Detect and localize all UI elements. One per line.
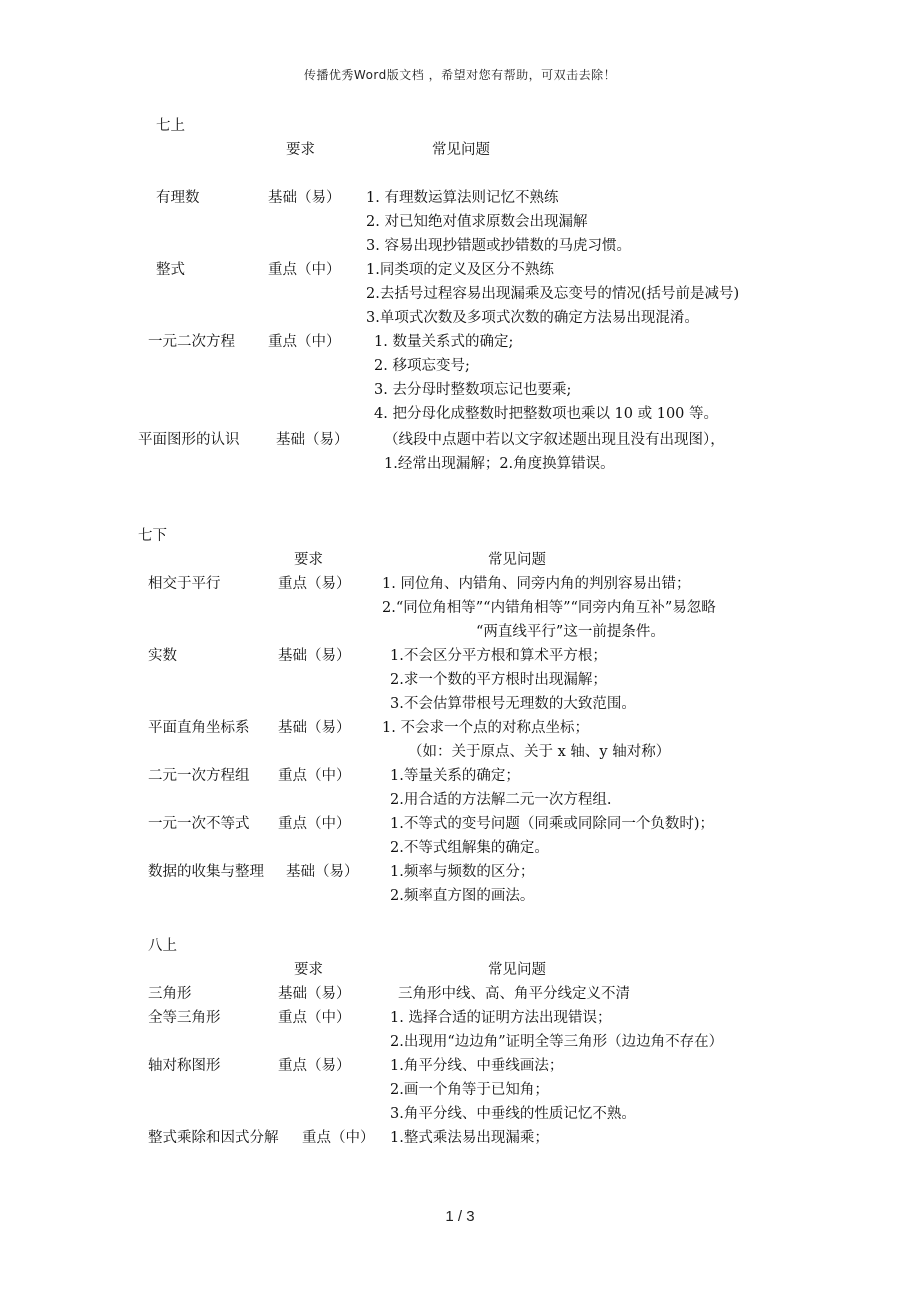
issue-line: （线段中点题中若以文字叙述题出现且没有出现图）， — [384, 432, 725, 448]
topic-label: 全等三角形 — [148, 1010, 221, 1026]
topic-label: 整式 — [156, 262, 185, 278]
issue-line: 三角形中线、高、角平分线定义不清 — [398, 986, 630, 1002]
page-number: 1 / 3 — [445, 1208, 475, 1225]
level-label: 重点（中） — [302, 1130, 375, 1146]
issue-line: 1.角平分线、中垂线画法； — [390, 1058, 564, 1074]
topic-label: 数据的收集与整理 — [148, 864, 264, 880]
issue-line: 2.不等式组解集的确定。 — [390, 840, 549, 856]
issue-line: 3.不会估算带根号无理数的大致范围。 — [390, 696, 636, 712]
topic-label: 一元二次方程 — [148, 334, 235, 350]
issue-line: 2.频率直方图的画法。 — [390, 888, 535, 904]
issue-line: 1.经常出现漏解；2.角度换算错误。 — [384, 456, 615, 472]
topic-label: 平面图形的认识 — [138, 432, 240, 448]
level-label: 重点（中） — [268, 334, 341, 350]
column-header-requirement: 要求 — [294, 962, 323, 978]
issue-line: 3.角平分线、中垂线的性质记忆不熟。 — [390, 1106, 636, 1122]
issue-line: 1.等量关系的确定； — [390, 768, 520, 784]
issue-line: 2.“同位角相等”“内错角相等”“同旁内角互补”易忽略 — [382, 600, 716, 616]
issue-line: 2.画一个角等于已知角； — [390, 1082, 549, 1098]
topic-label: 三角形 — [148, 986, 192, 1002]
section-title: 七下 — [138, 528, 167, 544]
issue-line: 3.单项式次数及多项式次数的确定方法易出现混淆。 — [366, 310, 699, 326]
column-header-issues: 常见问题 — [488, 552, 546, 568]
issue-line: （如：关于原点、关于 x 轴、y 轴对称） — [408, 744, 671, 760]
topic-label: 二元一次方程组 — [148, 768, 250, 784]
column-header-requirement: 要求 — [286, 142, 315, 158]
issue-line: 1.频率与频数的区分； — [390, 864, 535, 880]
section-title: 七上 — [156, 118, 185, 134]
topic-label: 整式乘除和因式分解 — [148, 1130, 279, 1146]
issue-line: 1.同类项的定义及区分不熟练 — [366, 262, 554, 278]
topic-label: 实数 — [148, 648, 177, 664]
issue-line: 1. 同位角、内错角、同旁内角的判别容易出错； — [382, 576, 691, 592]
section-title: 八上 — [148, 938, 177, 954]
column-header-issues: 常见问题 — [432, 142, 490, 158]
issue-line: 2.用合适的方法解二元一次方程组. — [390, 792, 612, 808]
issue-line: 3. 容易出现抄错题或抄错数的马虎习惯。 — [366, 238, 631, 254]
issue-line: 4. 把分母化成整数时把整数项也乘以 10 或 100 等。 — [374, 406, 719, 422]
issue-line: 2. 对已知绝对值求原数会出现漏解 — [366, 214, 588, 230]
issue-line: 1. 不会求一个点的对称点坐标； — [382, 720, 589, 736]
level-label: 基础（易） — [278, 648, 351, 664]
level-label: 重点（易） — [278, 576, 351, 592]
topic-label: 有理数 — [156, 190, 200, 206]
header-note: 传播优秀Word版文档 ，希望对您有帮助，可双击去除！ — [303, 68, 617, 82]
topic-label: 轴对称图形 — [148, 1058, 221, 1074]
level-label: 基础（易） — [278, 720, 351, 736]
issue-line: 1. 数量关系式的确定; — [374, 334, 514, 350]
topic-label: 相交于平行 — [148, 576, 221, 592]
level-label: 重点（中） — [278, 1010, 351, 1026]
level-label: 重点（中） — [278, 816, 351, 832]
issue-line: 2.去括号过程容易出现漏乘及忘变号的情况(括号前是减号) — [366, 286, 740, 302]
level-label: 基础（易） — [286, 864, 359, 880]
issue-line: 1. 选择合适的证明方法出现错误； — [390, 1010, 612, 1026]
level-label: 重点（中） — [278, 768, 351, 784]
issue-line: “两直线平行”这一前提条件。 — [476, 624, 665, 640]
level-label: 基础（易） — [276, 432, 349, 448]
issue-line: 1.整式乘法易出现漏乘； — [390, 1130, 549, 1146]
issue-line: 1. 有理数运算法则记忆不熟练 — [366, 190, 559, 206]
issue-line: 1.不会区分平方根和算术平方根； — [390, 648, 607, 664]
topic-label: 平面直角坐标系 — [148, 720, 250, 736]
level-label: 重点（中） — [268, 262, 341, 278]
column-header-requirement: 要求 — [294, 552, 323, 568]
level-label: 基础（易） — [278, 986, 351, 1002]
issue-line: 2. 移项忘变号; — [374, 358, 470, 374]
issue-line: 3. 去分母时整数项忘记也要乘; — [374, 382, 572, 398]
level-label: 基础（易） — [268, 190, 341, 206]
column-header-issues: 常见问题 — [488, 962, 546, 978]
topic-label: 一元一次不等式 — [148, 816, 250, 832]
issue-line: 1.不等式的变号问题（同乘或同除同一个负数时)； — [390, 816, 714, 832]
issue-line: 2.出现用“边边角”证明全等三角形（边边角不存在） — [390, 1034, 724, 1050]
level-label: 重点（易） — [278, 1058, 351, 1074]
issue-line: 2.求一个数的平方根时出现漏解； — [390, 672, 607, 688]
